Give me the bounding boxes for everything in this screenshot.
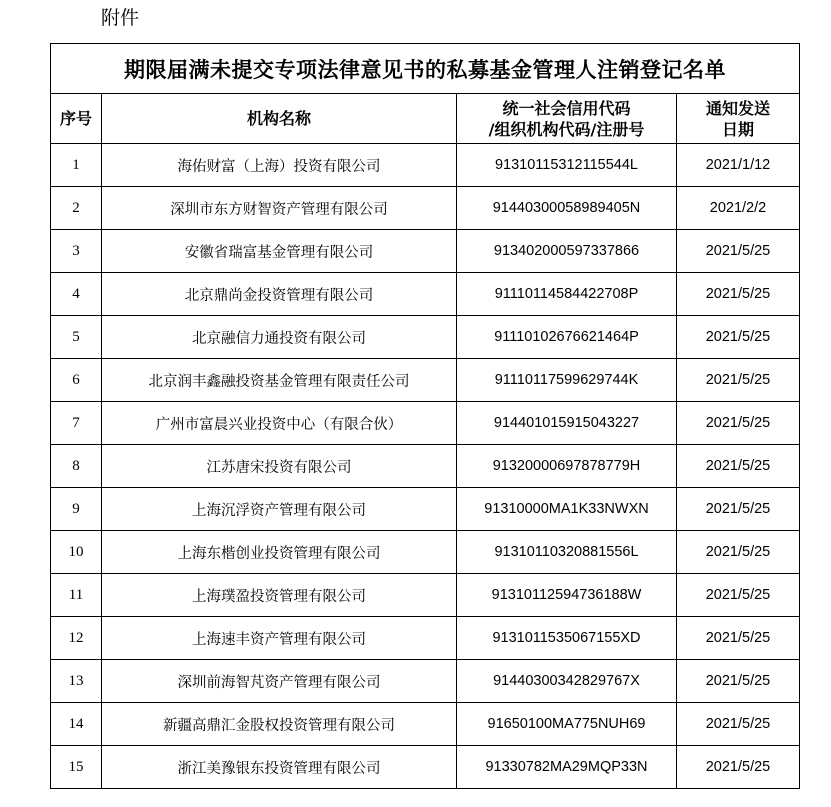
cell-serial-number: 11 <box>51 574 102 617</box>
cell-notice-date: 2021/5/25 <box>677 445 800 488</box>
header-notice-date <box>677 94 800 144</box>
cell-serial-number: 10 <box>51 531 102 574</box>
cell-credit-code: 91110102676621464P <box>457 316 677 359</box>
cell-credit-code: 91320000697878779H <box>457 445 677 488</box>
cell-credit-code: 91310110320881556L <box>457 531 677 574</box>
cell-credit-code: 91110117599629744K <box>457 359 677 402</box>
cell-notice-date: 2021/5/25 <box>677 359 800 402</box>
table-row <box>51 273 800 316</box>
table-row <box>51 703 800 746</box>
table-row <box>51 617 800 660</box>
cell-credit-code: 9131011535067155XD <box>457 617 677 660</box>
cell-institution-name: 上海东楷创业投资管理有限公司 <box>102 531 457 574</box>
cell-institution-name: 江苏唐宋投资有限公司 <box>102 445 457 488</box>
cell-notice-date: 2021/5/25 <box>677 703 800 746</box>
cell-credit-code: 91310112594736188W <box>457 574 677 617</box>
cell-credit-code: 91440300342829767X <box>457 660 677 703</box>
header-serial-number: 序号 <box>51 94 102 144</box>
table-title: 期限届满未提交专项法律意见书的私募基金管理人注销登记名单 <box>51 44 800 94</box>
cell-notice-date: 2021/5/25 <box>677 660 800 703</box>
table-row <box>51 746 800 789</box>
header-credit-code-line2: /组织机构代码/注册号 <box>488 119 645 139</box>
cell-notice-date: 2021/5/25 <box>677 574 800 617</box>
cell-notice-date: 2021/5/25 <box>677 617 800 660</box>
cell-serial-number: 13 <box>51 660 102 703</box>
cell-serial-number: 14 <box>51 703 102 746</box>
cell-serial-number: 1 <box>51 144 102 187</box>
cell-serial-number: 4 <box>51 273 102 316</box>
cell-credit-code: 914401015915043227 <box>457 402 677 445</box>
cell-credit-code: 91330782MA29MQP33N <box>457 746 677 789</box>
table-row <box>51 144 800 187</box>
cell-serial-number: 5 <box>51 316 102 359</box>
cell-serial-number: 6 <box>51 359 102 402</box>
cell-institution-name: 深圳市东方财智资产管理有限公司 <box>102 187 457 230</box>
cell-notice-date: 2021/5/25 <box>677 488 800 531</box>
cell-institution-name: 安徽省瑞富基金管理有限公司 <box>102 230 457 273</box>
cell-institution-name: 北京鼎尚金投资管理有限公司 <box>102 273 457 316</box>
header-notice-date-line1: 通知发送 <box>705 98 770 118</box>
cell-credit-code: 91650100MA775NUH69 <box>457 703 677 746</box>
cell-institution-name: 海佑财富（上海）投资有限公司 <box>102 144 457 187</box>
cell-institution-name: 广州市富晨兴业投资中心（有限合伙） <box>102 402 457 445</box>
table-row <box>51 531 800 574</box>
table-row <box>51 660 800 703</box>
cell-institution-name: 新疆高鼎汇金股权投资管理有限公司 <box>102 703 457 746</box>
cell-notice-date: 2021/2/2 <box>677 187 800 230</box>
cell-serial-number: 12 <box>51 617 102 660</box>
header-notice-date-line2: 日期 <box>721 119 754 139</box>
cell-serial-number: 8 <box>51 445 102 488</box>
cell-institution-name: 浙江美豫银东投资管理有限公司 <box>102 746 457 789</box>
cell-serial-number: 15 <box>51 746 102 789</box>
cell-notice-date: 2021/5/25 <box>677 531 800 574</box>
cell-notice-date: 2021/5/25 <box>677 230 800 273</box>
cell-serial-number: 3 <box>51 230 102 273</box>
cell-credit-code: 91310115312115544L <box>457 144 677 187</box>
cell-institution-name: 北京融信力通投资有限公司 <box>102 316 457 359</box>
cell-institution-name: 上海速丰资产管理有限公司 <box>102 617 457 660</box>
cell-notice-date: 2021/5/25 <box>677 273 800 316</box>
table-row <box>51 488 800 531</box>
cell-credit-code: 913402000597337866 <box>457 230 677 273</box>
header-credit-code <box>457 94 677 144</box>
cell-serial-number: 9 <box>51 488 102 531</box>
cell-serial-number: 2 <box>51 187 102 230</box>
table-row <box>51 187 800 230</box>
table-row <box>51 359 800 402</box>
cell-institution-name: 北京润丰鑫融投资基金管理有限责任公司 <box>102 359 457 402</box>
table-row <box>51 316 800 359</box>
table-row <box>51 574 800 617</box>
cell-notice-date: 2021/1/12 <box>677 144 800 187</box>
cell-credit-code: 91310000MA1K33NWXN <box>457 488 677 531</box>
cell-credit-code: 91110114584422708P <box>457 273 677 316</box>
table-row <box>51 445 800 488</box>
header-institution-name: 机构名称 <box>102 94 457 144</box>
table-row <box>51 402 800 445</box>
attachment-label: 附件 <box>101 7 140 29</box>
deregistration-table <box>50 43 800 789</box>
table-body <box>51 144 800 789</box>
header-credit-code-line1: 统一社会信用代码 <box>502 98 631 118</box>
cell-notice-date: 2021/5/25 <box>677 316 800 359</box>
cell-notice-date: 2021/5/25 <box>677 402 800 445</box>
cell-serial-number: 7 <box>51 402 102 445</box>
cell-institution-name: 上海璞盈投资管理有限公司 <box>102 574 457 617</box>
cell-institution-name: 上海沉浮资产管理有限公司 <box>102 488 457 531</box>
cell-notice-date: 2021/5/25 <box>677 746 800 789</box>
table-row <box>51 230 800 273</box>
cell-institution-name: 深圳前海智芃资产管理有限公司 <box>102 660 457 703</box>
cell-credit-code: 91440300058989405N <box>457 187 677 230</box>
